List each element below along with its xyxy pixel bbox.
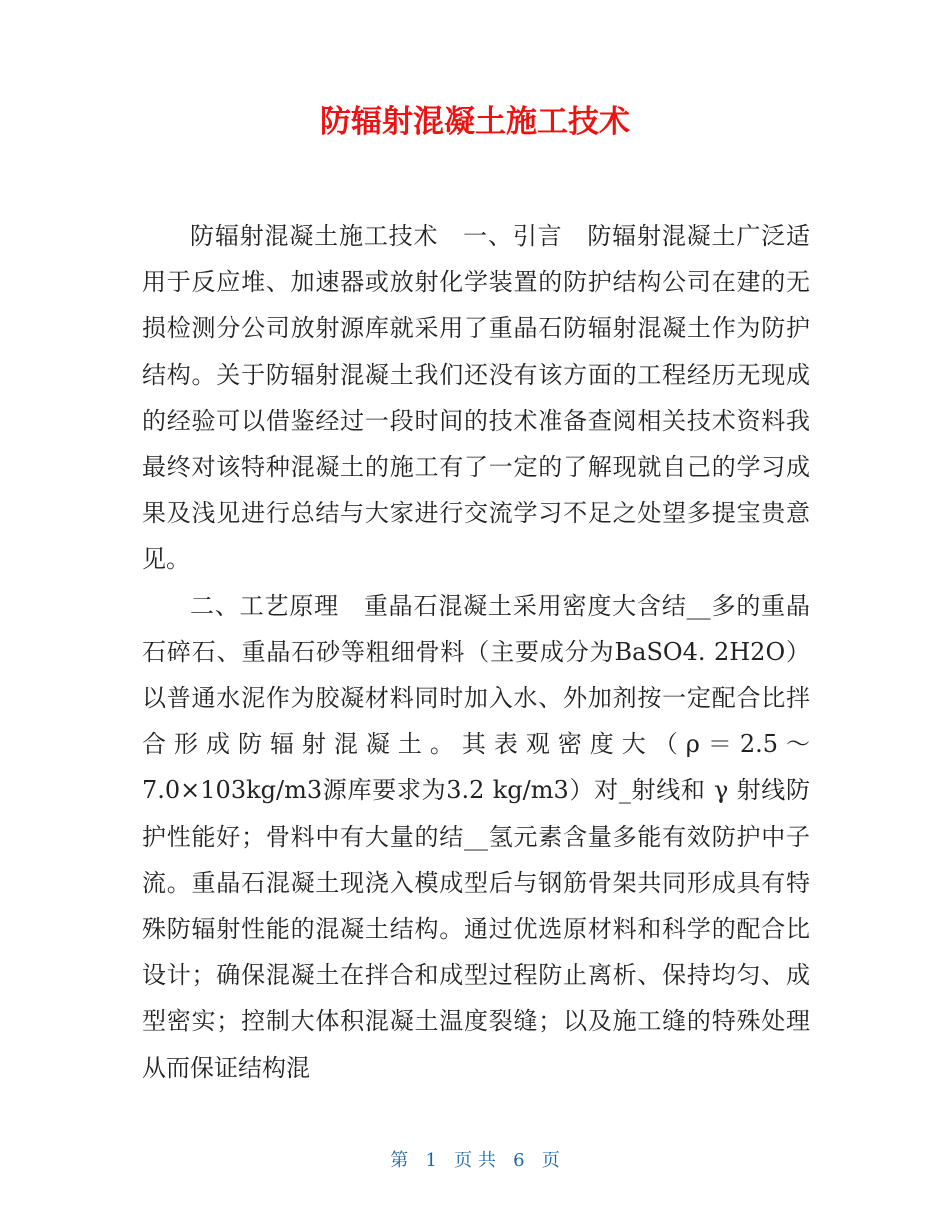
paragraph-introduction: 防辐射混凝土施工技术 一、引言 防辐射混凝土广泛适用于反应堆、加速器或放射化学装置的防护结构公司在建的无损检测分公司放射源库就采用了重晶石防辐射混凝土作为防护结构。关于防辐射混凝土我们还没有该方面的工程经历无现成的经验可以借鉴经过一段时间的技术准备查阅相关技术资料我最终对该特种混凝土的施工有了一定的了解现就自己的学习成果及浅见进行总结与大家进行交流学习不足之处望多提宝贵意见。 <box>142 222 810 574</box>
footer-page-current: 1 <box>425 1150 437 1171</box>
footer-page-suffix: 页 <box>541 1150 560 1171</box>
page-footer <box>0 1148 950 1174</box>
footer-page-total: 6 <box>513 1150 525 1171</box>
footer-page-middle: 页 共 <box>454 1150 496 1171</box>
paragraph-process-principle: 二、工艺原理 重晶石混凝土采用密度大含结__多的重晶石碎石、重晶石砂等粗细骨料（主要成分为BaSO4. 2H2O）以普通水泥作为胶凝材料同时加入水、外加剂按一定配合比拌合形成防辐射混凝土。其表观密度大（ρ＝2.5～7.0×103kg/m3源库要求为3.2 kg/m3）对_射线和 γ 射线防护性能好；骨料中有大量的结__氢元素含量多能有效防护中子流。重晶石混凝土现浇入模成型后与钢筋骨架共同形成具有特殊防辐射性能的混凝土结构。通过优选原材料和科学的配合比设计；确保混凝土在拌合和成型过程防止离析、保持均匀、成型密实；控制大体积混凝土温度裂缝；以及施工缝的特殊处理从而保证结构混 <box>142 591 810 1082</box>
footer-page-prefix: 第 <box>390 1150 409 1171</box>
document-title: 防辐射混凝土施工技术 <box>320 104 630 140</box>
document-body <box>142 213 810 1091</box>
